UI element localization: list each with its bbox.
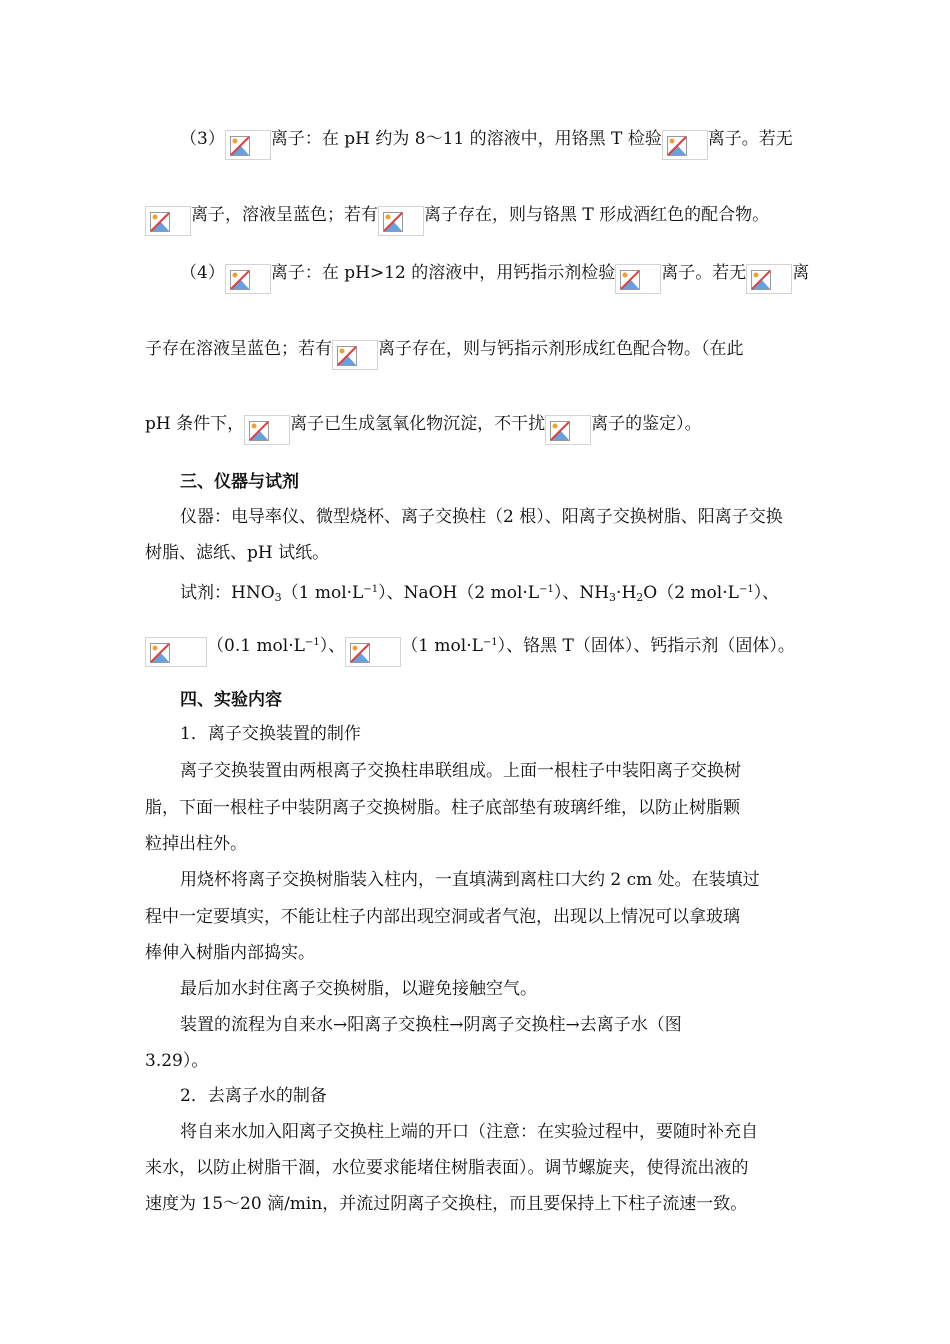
para-3-line-2: 离子，溶液呈蓝色；若有 离子存在，则与铬黑 T 形成酒红色的配合物。 [145,204,769,236]
item-number: （3） [180,129,225,149]
broken-image-icon [545,415,591,445]
para-1-line-3: 粒掉出柱外。 [145,834,247,854]
broken-image-icon [225,264,271,294]
broken-image-icon [225,130,271,160]
instruments-line-1: 仪器：电导率仪、微型烧杯、离子交换柱（2 根）、阳离子交换树脂、阳离子交换 [180,507,783,527]
broken-image-icon [615,264,661,294]
broken-image-icon [378,206,424,236]
broken-image-icon [345,637,401,667]
para-1-line-2: 脂，下面一根柱子中装阴离子交换树脂。柱子底部垫有玻璃纤维，以防止树脂颗 [145,798,740,818]
reagents-line-1: 试剂：$HNO_3(1$ $mol\cdot L^{-1}$）、NaOH（2 $mol\cdot L^{-1}$）、$NH_3\cdot H_2O(2$ $mol\cdot L^{-1}$）、 [180,583,780,604]
broken-image-icon [746,264,792,294]
para-5-line-3: 速度为 15～20 滴/min，并流过阴离子交换柱，而且要保持上下柱子流速一致。 [145,1194,748,1214]
subheading-1: 1．离子交换装置的制作 [180,724,361,744]
para-2-line-3: 棒伸入树脂内部捣实。 [145,943,315,963]
reagents-line-2: （0.1 $mol\cdot L^{-1}$）、 （1 $mol\cdot L^{-1}$）、铬黑 T（固体）、钙指示剂（固体）。 [145,632,795,667]
broken-image-icon [244,415,290,445]
para-4-line-2: 子存在溶液呈蓝色；若有 离子存在，则与钙指示剂形成红色配合物。（在此 [145,338,744,370]
broken-image-icon [332,340,378,370]
para-1-line-1: 离子交换装置由两根离子交换柱串联组成。上面一根柱子中装阳离子交换树 [180,761,741,781]
para-3-line-1: （3） 离子：在 pH 约为 8～11 的溶液中，用铬黑 T 检验 离子。若无 [180,128,793,160]
para-4-line-1: （4） 离子：在 pH>12 的溶液中，用钙指示剂检验 离子。若无 离 [180,262,809,294]
para-4-line-1-content: 装置的流程为自来水→阳离子交换柱→阴离子交换柱→去离子水（图 [180,1015,682,1035]
para-3-line-1-content: 最后加水封住离子交换树脂，以避免接触空气。 [180,979,537,999]
para-4-line-2-content: 3.29）。 [145,1051,209,1071]
item-number: （4） [180,263,225,283]
instruments-line-2: 树脂、滤纸、pH 试纸。 [145,543,330,563]
para-5-line-1: 将自来水加入阳离子交换柱上端的开口（注意：在实验过程中，要随时补充自 [180,1122,758,1142]
para-5-line-2: 来水，以防止树脂干涸，水位要求能堵住树脂表面）。调节螺旋夹，使得流出液的 [145,1158,749,1178]
section-heading-instruments: 三、仪器与试剂 [180,472,299,492]
broken-image-icon [662,130,708,160]
para-2-line-2: 程中一定要填实，不能让柱子内部出现空洞或者气泡，出现以上情况可以拿玻璃 [145,907,740,927]
section-heading-content: 四、实验内容 [180,690,282,710]
para-2-line-1: 用烧杯将离子交换树脂装入柱内，一直填满到离柱口大约 2 cm 处。在装填过 [180,870,760,890]
subheading-2: 2．去离子水的制备 [180,1086,327,1106]
broken-image-icon [145,206,191,236]
broken-image-icon [145,637,207,667]
para-4-line-3: pH 条件下， 离子已生成氢氧化物沉淀，不干扰 离子的鉴定）。 [145,413,702,445]
